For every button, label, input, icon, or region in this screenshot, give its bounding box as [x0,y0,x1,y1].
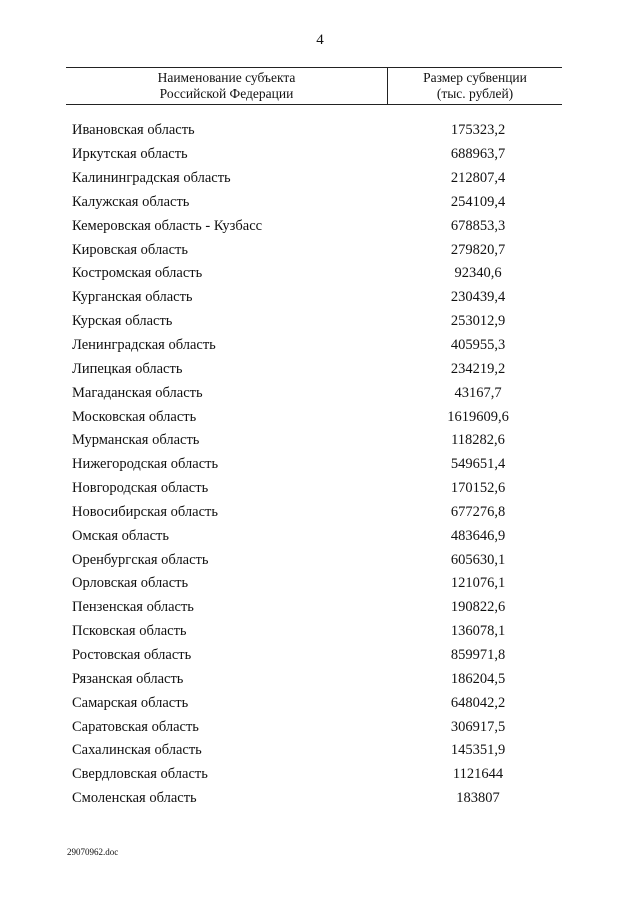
table-row [72,262,562,286]
region-name: Орловская область [72,575,189,592]
header-amount-line1: Размер субвенции [423,70,527,85]
subvention-amount: 121076,1 [450,575,506,592]
header-region-line1: Наименование субъекта [157,70,296,85]
table-row [72,238,562,262]
region-name: Нижегородская область [72,456,219,473]
region-name: Калужская область [72,193,190,210]
table-row [72,596,562,620]
subvention-amount: 170152,6 [450,480,506,497]
header-region-line2: Российской Федерации [159,86,294,101]
subvention-amount: 549651,4 [450,456,506,473]
table-row [72,667,562,691]
table-row [72,620,562,644]
table-row [72,143,562,167]
subvention-amount: 186204,5 [450,670,506,687]
subvention-amount: 677276,8 [450,503,506,520]
subvention-amount: 190822,6 [450,599,506,616]
subvention-amount: 405955,3 [450,337,506,354]
table-row [72,644,562,668]
subvention-amount: 136078,1 [450,623,506,640]
table-row [72,214,562,238]
subvention-amount: 118282,6 [451,432,505,449]
subvention-amount: 1121644 [452,766,504,783]
region-name: Калининградская область [72,170,231,187]
table-row [72,334,562,358]
table-row [72,501,562,525]
table-body [72,119,562,810]
region-name: Псковская область [72,623,187,640]
header-amount-line2: (тыс. рублей) [436,86,514,101]
subvention-amount: 175323,2 [450,122,506,139]
table-row [72,477,562,501]
table-row [72,763,562,787]
table-row [72,524,562,548]
subvention-amount: 234219,2 [450,360,506,377]
region-name: Кировская область [72,241,189,258]
subvention-amount: 43167,7 [454,384,502,401]
table-row [72,572,562,596]
region-name: Омская область [72,527,169,544]
subvention-amount: 648042,2 [450,694,506,711]
header-region-column [66,68,388,104]
subvention-amount: 306917,5 [450,718,506,735]
document-filename: 29070962.doc [67,847,119,857]
subvention-amount: 230439,4 [450,289,506,306]
table-row [72,381,562,405]
table-header [66,67,562,105]
subvention-amount: 145351,9 [450,742,506,759]
subvention-amount: 483646,9 [450,527,506,544]
region-name: Курганская область [72,289,193,306]
table-row [72,405,562,429]
subvention-amount: 253012,9 [450,313,506,330]
region-name: Новгородская область [72,480,209,497]
subvention-amount: 1619609,6 [447,408,509,425]
table-row [72,453,562,477]
region-name: Ростовская область [72,646,192,663]
region-name: Иркутская область [72,146,188,163]
table-row [72,429,562,453]
page-number: 4 [316,32,324,48]
region-name: Костромская область [72,265,203,282]
subvention-amount: 254109,4 [450,193,506,210]
table-row [72,787,562,811]
region-name: Мурманская область [72,432,200,449]
table-row [72,167,562,191]
region-name: Кемеровская область - Кузбасс [72,217,263,234]
table-row [72,286,562,310]
subvention-amount: 688963,7 [450,146,506,163]
region-name: Московская область [72,408,197,425]
region-name: Сахалинская область [72,742,202,759]
subvention-amount: 605630,1 [450,551,506,568]
subvention-amount: 859971,8 [450,646,506,663]
subvention-amount: 92340,6 [454,265,502,282]
table-row [72,119,562,143]
region-name: Саратовская область [72,718,199,735]
region-name: Свердловская область [72,766,208,783]
region-name: Пензенская область [72,599,194,616]
table-row [72,357,562,381]
subvention-amount: 678853,3 [450,217,506,234]
table-row [72,715,562,739]
subvention-amount: 212807,4 [450,170,506,187]
region-name: Магаданская область [72,384,203,401]
subvention-amount: 183807 [456,790,500,807]
region-name: Рязанская область [72,670,184,687]
table-row [72,191,562,215]
region-name: Ивановская область [72,122,195,139]
region-name: Оренбургская область [72,551,209,568]
header-amount-column [388,68,562,104]
region-name: Курская область [72,313,173,330]
table-row [72,739,562,763]
table-row [72,548,562,572]
region-name: Ленинградская область [72,337,216,354]
region-name: Самарская область [72,694,189,711]
subvention-amount: 279820,7 [450,241,506,258]
table-row [72,310,562,334]
region-name: Липецкая область [72,360,183,377]
table-row [72,691,562,715]
region-name: Новосибирская область [72,503,218,520]
region-name: Смоленская область [72,790,197,807]
